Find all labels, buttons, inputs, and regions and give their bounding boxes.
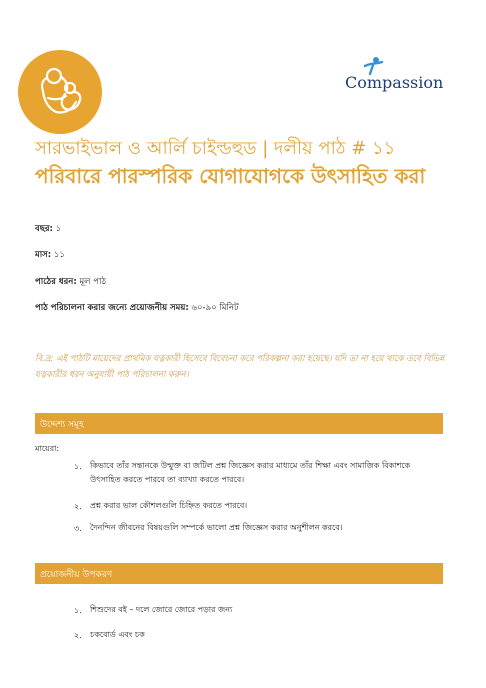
objective-item [90, 521, 343, 535]
type-label: পাঠের ধরন: [35, 277, 77, 287]
objective-number: ১. [74, 462, 82, 471]
brand-name: Compassion [345, 73, 444, 92]
month-label: মাস: [35, 250, 52, 260]
objective-line: দৈনন্দিন জীবনের বিষয়গুলি সম্পর্কে ভালো প্রশ্ন জিজ্ঞেস করার অনুশীলন করবে। [90, 523, 343, 532]
time-value: ৬০-৯০ মিনিট [191, 303, 239, 313]
objective-number: ২. [74, 502, 82, 511]
objectives-intro: মায়েরা: [35, 444, 60, 453]
meta-year [35, 222, 61, 236]
objective-line: কিভাবে তাঁর সন্তানকে উন্মুক্ত বা জটিল প্রশ্ন জিজ্ঞেস করার মাধ্যমে তাঁর শিক্ষা এবং সামাজিক বিকাশকে [90, 461, 411, 470]
materials-heading: প্রয়োজনীয় উপকরণ [40, 570, 113, 580]
objective-number: ৩. [74, 524, 82, 533]
objectives-heading-bar [35, 413, 443, 434]
series-title: সারভাইভাল ও আর্লি চাইল্ডহুড | দলীয় পাঠ # ১১ [35, 138, 396, 159]
meta-duration [35, 301, 239, 315]
year-label: বছর: [35, 224, 53, 234]
materials-heading-bar [35, 563, 443, 584]
objective-item [90, 499, 247, 513]
material-item: চকবোর্ড এবং চক [90, 630, 145, 639]
meta-month [35, 248, 65, 262]
time-label: পাঠ পরিচালনা করার জন্যে প্রয়োজনীয় সময়: [35, 303, 189, 313]
objective-item [90, 459, 410, 487]
material-item: শিশুদের বই – দলে জোরে জোরে পড়ার জন্য [90, 605, 233, 614]
note-text: বি.দ্র: এই পাঠটি মায়েদের প্রাথমিক যত্নকারী হিসেবে বিবেচনা করে পরিকল্পনা করা হয়েছে। যদি তা না হয়ে থাকে তবে বিভিন্ন যত্নকারীর ধরন অনুযায়ী পাঠ পরিচালনা করুন। [35, 354, 445, 380]
meta-lesson-type [35, 275, 106, 289]
material-number: ১. [74, 606, 82, 615]
objective-line: উৎসাহিত করতে পারবে তা ব্যাখ্যা করতে পারবে। [90, 475, 245, 484]
objective-line: প্রশ্ন করার ভাল কৌশলগুলি চিহ্নিত করতে পারবে। [90, 501, 248, 510]
material-number: ২. [74, 631, 82, 640]
lesson-title: পরিবারে পারস্পরিক যোগাযোগকে উৎসাহিত করা [35, 164, 426, 188]
month-value: ১১ [53, 250, 65, 260]
type-value: মূল পাঠ [79, 277, 106, 287]
compassion-logo [340, 62, 460, 98]
objectives-heading: উদ্দেশ্য সমূহ [40, 420, 84, 430]
mother-and-child-icon [18, 50, 102, 134]
year-value: ১ [55, 224, 62, 234]
